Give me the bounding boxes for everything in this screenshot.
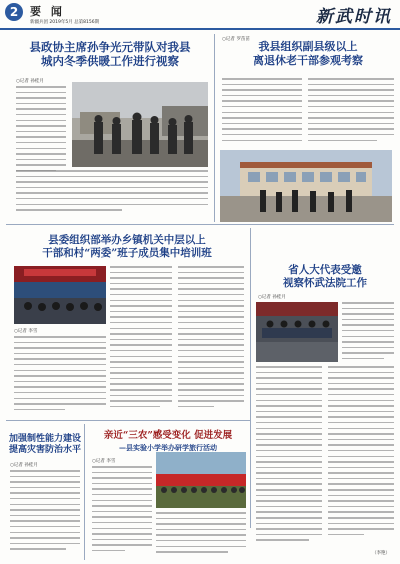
article-body [92,466,152,556]
end-mark: （李艳） [372,551,390,556]
article-body [328,366,394,539]
headline-disaster-prevention: 加强制性能力建设 提高灾害防治水平 [8,434,81,456]
article-body [14,336,106,414]
article-body [156,512,246,557]
section-title: 要 闻 [30,5,65,18]
column-divider [214,34,215,222]
page-header [0,0,400,30]
article-body [222,78,302,145]
photo-court-meeting [256,302,338,362]
headline-deputies-court-visit: 省人大代表受邀 视察怀武法院工作 [283,264,367,290]
byline: ○记者 孙桂月 [258,295,286,300]
photo-officials-inspection [72,82,208,167]
article-body [16,170,208,215]
photo-training-classroom [14,266,106,324]
article-body [10,470,80,554]
section-divider [6,420,250,421]
photo-group-at-building [220,150,392,222]
issue-meta: 新疆兵团 2019年5月 总第8156期 [30,20,100,25]
article-body [16,86,66,176]
article-body [308,78,394,145]
newspaper-brand: 新武时讯 [316,7,392,27]
byline: ○记者 李雪 [14,329,38,334]
article-body [342,302,394,364]
byline: ○记者 李雪 [92,459,116,464]
photo-students-banner [156,452,246,508]
article-body [256,366,322,545]
headline-heating-inspection: 县政协主席孙争光元带队对我县 城内冬季供暖工作进行视察 [29,40,191,69]
column-divider [84,424,85,560]
article-body [178,266,244,411]
headline-retired-cadres-visit: 我县组织副县级以上 离退休老干部参观考察 [253,40,363,67]
byline: ○记者 罗苗苗 [222,37,250,42]
column-divider [250,228,251,528]
byline: ○记者 孙桂月 [10,463,38,468]
page-number: 2 [5,3,23,21]
byline: ○记者 孙桂月 [16,79,44,84]
headline-cadre-training: 县委组织部举办乡镇机关中层以上 干部和村“两委”班子成员集中培训班 [42,234,212,260]
section-divider [6,224,394,225]
headline-study-tour: 亲近“三农”感受变化 促进发展 —县实验小学举办研学旅行活动 [103,430,233,452]
article-body [110,266,172,411]
